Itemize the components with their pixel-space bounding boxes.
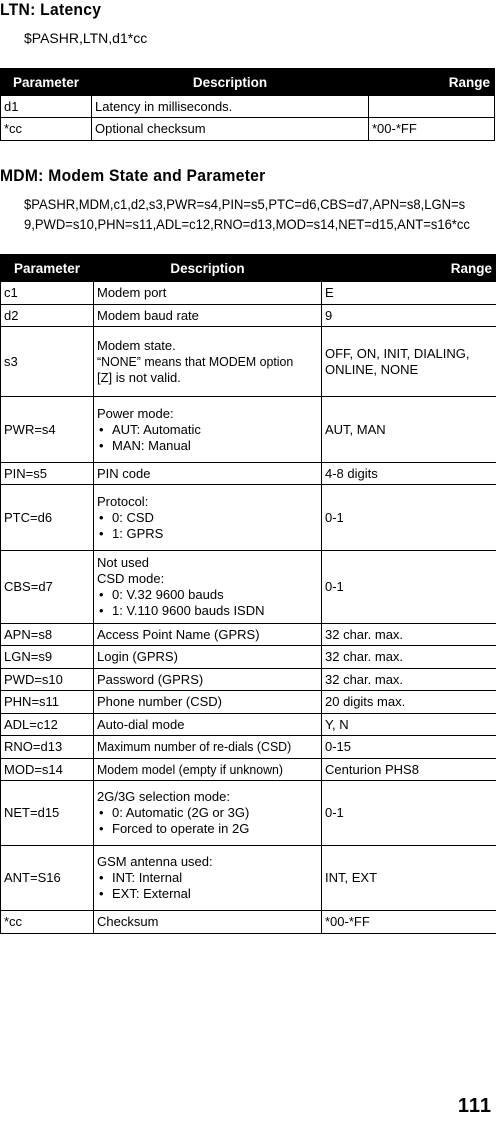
mdm-table-row [1,397,496,463]
ltn-table-row [1,96,495,118]
mdm-syntax-line-2: 9,PWD=s10,PHN=s11,ADL=c12,RNO=d13,MOD=s14,NET=d15,ANT=s16*cc [24,216,470,232]
mdm-bullet-item: • Forced to operate in 2G [97,821,318,837]
mdm-description-line: Not used [97,555,150,570]
ltn-syntax: $PASHR,LTN,d1*cc [24,30,148,46]
ltn-table-header [1,69,495,96]
mdm-cell-parameter: PTC=d6 [1,485,94,551]
mdm-bullet-list [97,870,318,902]
mdm-cell-description [94,624,322,646]
mdm-table-row [1,691,496,714]
ltn-cell-range [369,96,495,118]
ltn-description-line: Optional checksum [95,121,206,136]
mdm-description-line: Protocol: [97,493,149,509]
mdm-header-range: Range [322,255,496,282]
mdm-description-line: PIN code [97,465,151,481]
mdm-table-row [1,759,496,781]
ltn-header-parameter: Parameter [1,69,92,96]
mdm-bullet-item: • 1: V.110 9600 bauds ISDN [97,603,318,619]
ltn-cell-range: *00-*FF [369,118,495,141]
mdm-description-line: Modem port [97,285,167,300]
ltn-table-row [1,118,495,141]
mdm-table-row [1,463,496,485]
mdm-cell-range: 0-1 [322,485,496,551]
mdm-description-line: GSM antenna used: [97,854,213,869]
mdm-bullet-list [97,805,318,837]
mdm-description-line: Modem state. [97,337,176,353]
mdm-description-line: CSD mode: [97,571,165,586]
mdm-cell-parameter: LGN=s9 [1,646,94,669]
mdm-cell-range: 9 [322,305,496,327]
ltn-header-range: Range [369,69,495,96]
mdm-section-title: MDM: Modem State and Parameter [0,166,266,185]
mdm-cell-range: 4-8 digits [322,463,496,485]
mdm-table-row [1,736,496,759]
mdm-cell-range: 32 char. max. [322,669,496,691]
mdm-cell-description [94,669,322,691]
mdm-cell-parameter: d2 [1,305,94,327]
mdm-description-line: “NONE” means that MODEM option [97,353,294,369]
mdm-cell-description [94,911,322,934]
mdm-cell-range: Y, N [322,714,496,736]
mdm-cell-description [94,551,322,624]
mdm-table-row [1,282,496,305]
mdm-bullet-item: • 1: GPRS [97,526,318,542]
mdm-cell-range: E [322,282,496,305]
mdm-description-line: Maximum number of re-dials (CSD) [97,739,292,754]
mdm-cell-parameter: s3 [1,327,94,397]
mdm-description-line: Login (GPRS) [97,649,178,664]
page-number: 111 [457,1095,492,1117]
mdm-table-row [1,624,496,646]
mdm-description-line: Power mode: [97,405,174,421]
mdm-cell-description [94,646,322,669]
mdm-table-header [1,255,496,282]
mdm-cell-range: 0-15 [322,736,496,759]
mdm-cell-description [94,691,322,714]
mdm-cell-description [94,759,322,781]
mdm-cell-description [94,714,322,736]
mdm-bullet-item: • EXT: External [97,886,318,902]
mdm-cell-parameter: PHN=s11 [1,691,94,714]
ltn-cell-parameter: d1 [1,96,92,118]
mdm-cell-parameter: ANT=S16 [1,846,94,911]
mdm-table-row [1,551,496,624]
mdm-bullet-item: • 0: CSD [97,510,318,526]
mdm-cell-parameter: CBS=d7 [1,551,94,624]
mdm-cell-range: *00-*FF [322,911,496,934]
mdm-cell-description [94,305,322,327]
mdm-bullet-list [97,587,318,619]
mdm-cell-description [94,736,322,759]
mdm-table-row [1,305,496,327]
mdm-cell-range: 32 char. max. [322,624,496,646]
ltn-header-description: Description [92,69,369,96]
ltn-cell-description [92,118,369,141]
mdm-table-row [1,781,496,846]
mdm-cell-parameter: PWR=s4 [1,397,94,463]
mdm-cell-range: 32 char. max. [322,646,496,669]
mdm-description-line: [Z] is not valid. [97,369,181,385]
mdm-table-row [1,646,496,669]
mdm-bullet-list [97,510,318,542]
mdm-table-row [1,846,496,911]
mdm-cell-parameter: *cc [1,911,94,934]
mdm-cell-range: 20 digits max. [322,691,496,714]
mdm-cell-parameter: APN=s8 [1,624,94,646]
mdm-bullet-item: • 0: Automatic (2G or 3G) [97,805,318,821]
mdm-cell-description [94,781,322,846]
mdm-cell-range: AUT, MAN [322,397,496,463]
mdm-description-line: Checksum [97,914,159,929]
mdm-table-row [1,485,496,551]
mdm-cell-parameter: PIN=s5 [1,463,94,485]
mdm-cell-parameter: c1 [1,282,94,305]
mdm-bullet-item: • MAN: Manual [97,438,318,454]
mdm-header-parameter: Parameter [1,255,94,282]
ltn-section-title: LTN: Latency [0,0,102,19]
mdm-cell-parameter: NET=d15 [1,781,94,846]
mdm-cell-parameter: RNO=d13 [1,736,94,759]
mdm-table-row [1,714,496,736]
mdm-description-line: 2G/3G selection mode: [97,789,230,804]
mdm-description-line: Phone number (CSD) [97,694,222,709]
mdm-cell-parameter: MOD=s14 [1,759,94,781]
mdm-cell-description [94,397,322,463]
mdm-bullet-item: • AUT: Automatic [97,422,318,438]
mdm-cell-description [94,327,322,397]
ltn-cell-description [92,96,369,118]
mdm-cell-description [94,846,322,911]
ltn-cell-parameter: *cc [1,118,92,141]
mdm-description-line: Modem model (empty if unknown) [97,761,284,777]
mdm-cell-description [94,282,322,305]
mdm-description-line: Auto-dial mode [97,716,185,732]
mdm-table-row [1,911,496,934]
ltn-parameter-table [0,68,495,141]
mdm-cell-description [94,485,322,551]
mdm-cell-range: OFF, ON, INIT, DIALING, ONLINE, NONE [322,327,496,397]
mdm-description-line: Modem baud rate [97,307,199,323]
mdm-bullet-list [97,422,318,454]
mdm-cell-range: INT, EXT [322,846,496,911]
mdm-description-line: Access Point Name (GPRS) [97,626,260,642]
mdm-cell-range: 0-1 [322,781,496,846]
mdm-parameter-table [0,254,496,934]
mdm-description-line: Password (GPRS) [97,671,204,687]
mdm-bullet-item: • INT: Internal [97,870,318,886]
mdm-cell-description [94,463,322,485]
mdm-bullet-item: • 0: V.32 9600 bauds [97,587,318,603]
mdm-syntax [24,194,470,234]
ltn-description-line: Latency in milliseconds. [95,98,233,114]
mdm-table-row [1,327,496,397]
mdm-cell-parameter: PWD=s10 [1,669,94,691]
mdm-syntax-line-1: $PASHR,MDM,c1,d2,s3,PWR=s4,PIN=s5,PTC=d6,CBS=d7,APN=s8,LGN=s [24,196,466,212]
mdm-cell-range: 0-1 [322,551,496,624]
mdm-header-description: Description [94,255,322,282]
mdm-cell-range: Centurion PHS8 [322,759,496,781]
mdm-cell-parameter: ADL=c12 [1,714,94,736]
mdm-table-row [1,669,496,691]
